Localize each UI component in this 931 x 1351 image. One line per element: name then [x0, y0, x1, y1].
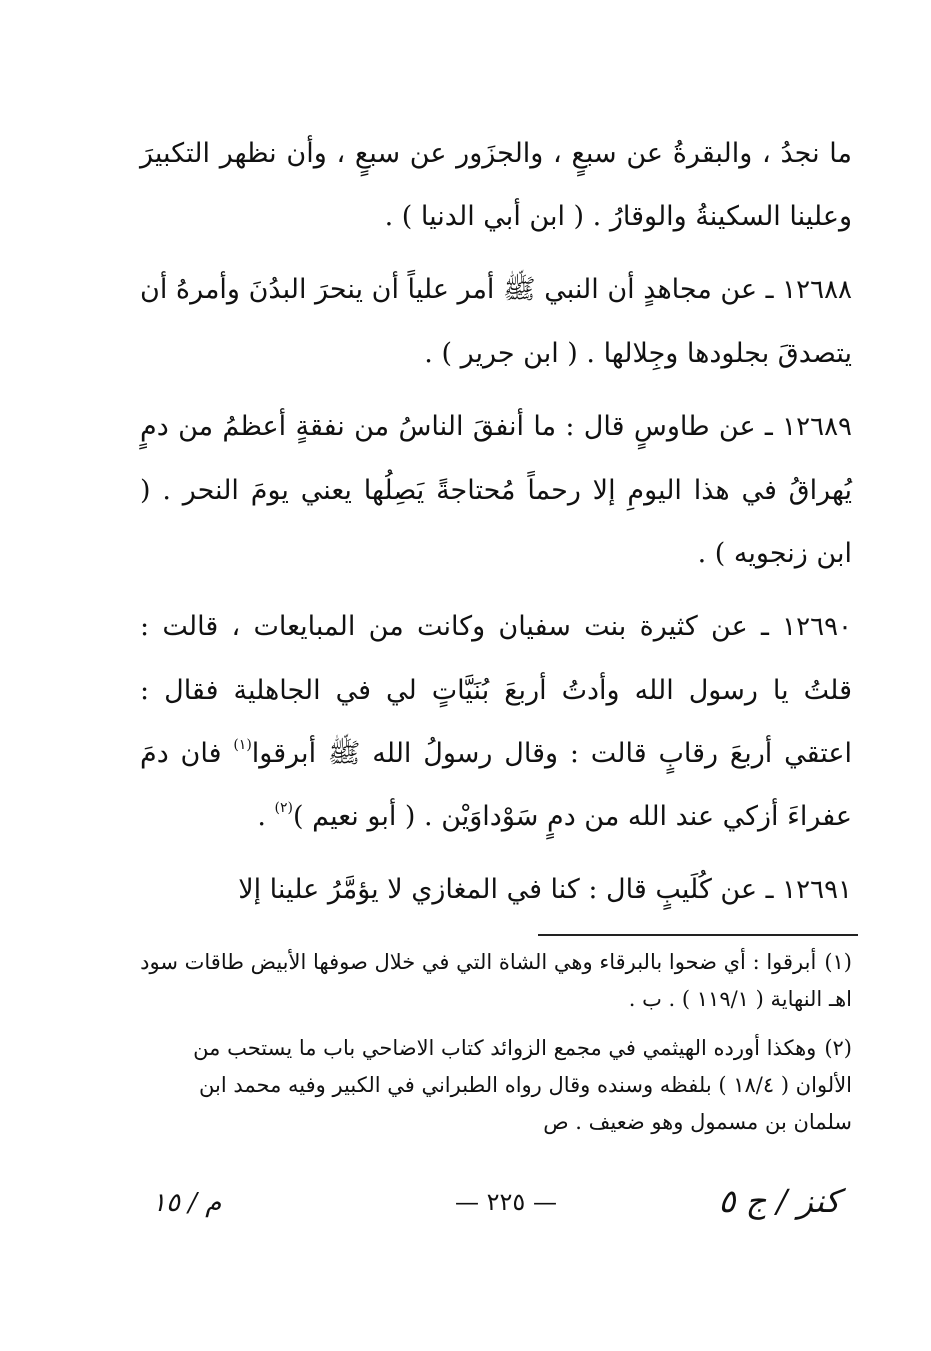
hadith-number: ١٢٦٨٩: [782, 412, 852, 442]
footnotes: [140, 944, 852, 1141]
paragraph-continuation: [140, 122, 852, 248]
hadith-12690: [140, 595, 852, 848]
paragraph-text: ما نجدُ ، والبقرةُ عن سبعٍ ، والجزَور عن سبعٍ ، وأن نظهر التكبيرَ وعلينا السكينةُ والوقارُ . ( ابن أبي الدنيا ) .: [140, 138, 852, 232]
signature-mark: م / ١٥: [152, 1188, 222, 1218]
footnote-1: [140, 944, 852, 1018]
footnote-divider: [538, 934, 858, 936]
paragraph-text-end: .: [257, 801, 275, 832]
main-text: [140, 122, 852, 922]
volume-label: كنز / ج ٥: [718, 1182, 840, 1220]
hadith-number: ١٢٦٨٨: [782, 275, 852, 305]
page-number: — ٢٢٥ —: [455, 1188, 557, 1216]
paragraph-text-cont: فان دمَ عفراءَ أزكي عند الله من دمٍ سَوْداوَيْن . ( أبو نعيم ): [140, 738, 852, 832]
paragraph-text: ـ عن كثيرة بنت سفيان وكانت من المبايعات ، قالت : قلتُ يا رسول الله وأدتُ أربعَ بُنَيَّاتٍ لي في الجاهلية فقال : اعتقي أربعَ رقابٍ قالت : وقال رسولُ الله ﷺ أبرقوا: [140, 611, 852, 769]
hadith-12691: [140, 858, 852, 922]
footnote-2: [140, 1030, 852, 1141]
paragraph-text: ـ عن طاوسٍ قال : ما أنفقَ الناسُ من نفقةٍ أعظمُ من دمٍ يُهراقُ في هذا اليومِ إلا رحماً مُحتاجةً يَصِلُها يعني يومَ النحر . ( ابن زنجويه ) .: [140, 411, 852, 569]
footnote-text: أبرقوا : أي ضحوا بالبرقاء وهي الشاة التي في خلال صوفها الأبيض طاقات سود اهـ النهاية ( ١١٩/١ ) . ب .: [140, 950, 852, 1011]
footnote-ref-1[interactable]: (١): [233, 737, 252, 753]
footnote-marker: (١): [824, 950, 852, 974]
hadith-number: ١٢٦٩١: [782, 875, 852, 905]
footnote-text: وهكذا أورده الهيثمي في مجمع الزوائد كتاب الاضاحي باب ما يستحب من الألوان ( ١٨/٤ ) بلفظه وسنده وقال رواه الطبراني في الكبير وفيه محمد ابن سلمان بن مسمول وهو ضعيف . ص: [193, 1036, 852, 1134]
page-footer: [140, 1182, 852, 1228]
footnote-marker: (٢): [824, 1036, 852, 1060]
hadith-12688: [140, 258, 852, 385]
footnote-ref-2[interactable]: (٢): [274, 800, 294, 816]
paragraph-text: ـ عن مجاهدٍ أن النبي ﷺ أمر علياً أن ينحرَ البدُنَ وأمرهُ أن يتصدقَ بجلودها وجِلالها . ( ابن جرير ) .: [140, 274, 852, 369]
hadith-number: ١٢٦٩٠: [782, 612, 852, 642]
paragraph-text: ـ عن كُلَيبٍ قال : كنا في المغازي لا يؤمَّرُ علينا إلا: [238, 874, 783, 905]
hadith-12689: [140, 395, 852, 585]
